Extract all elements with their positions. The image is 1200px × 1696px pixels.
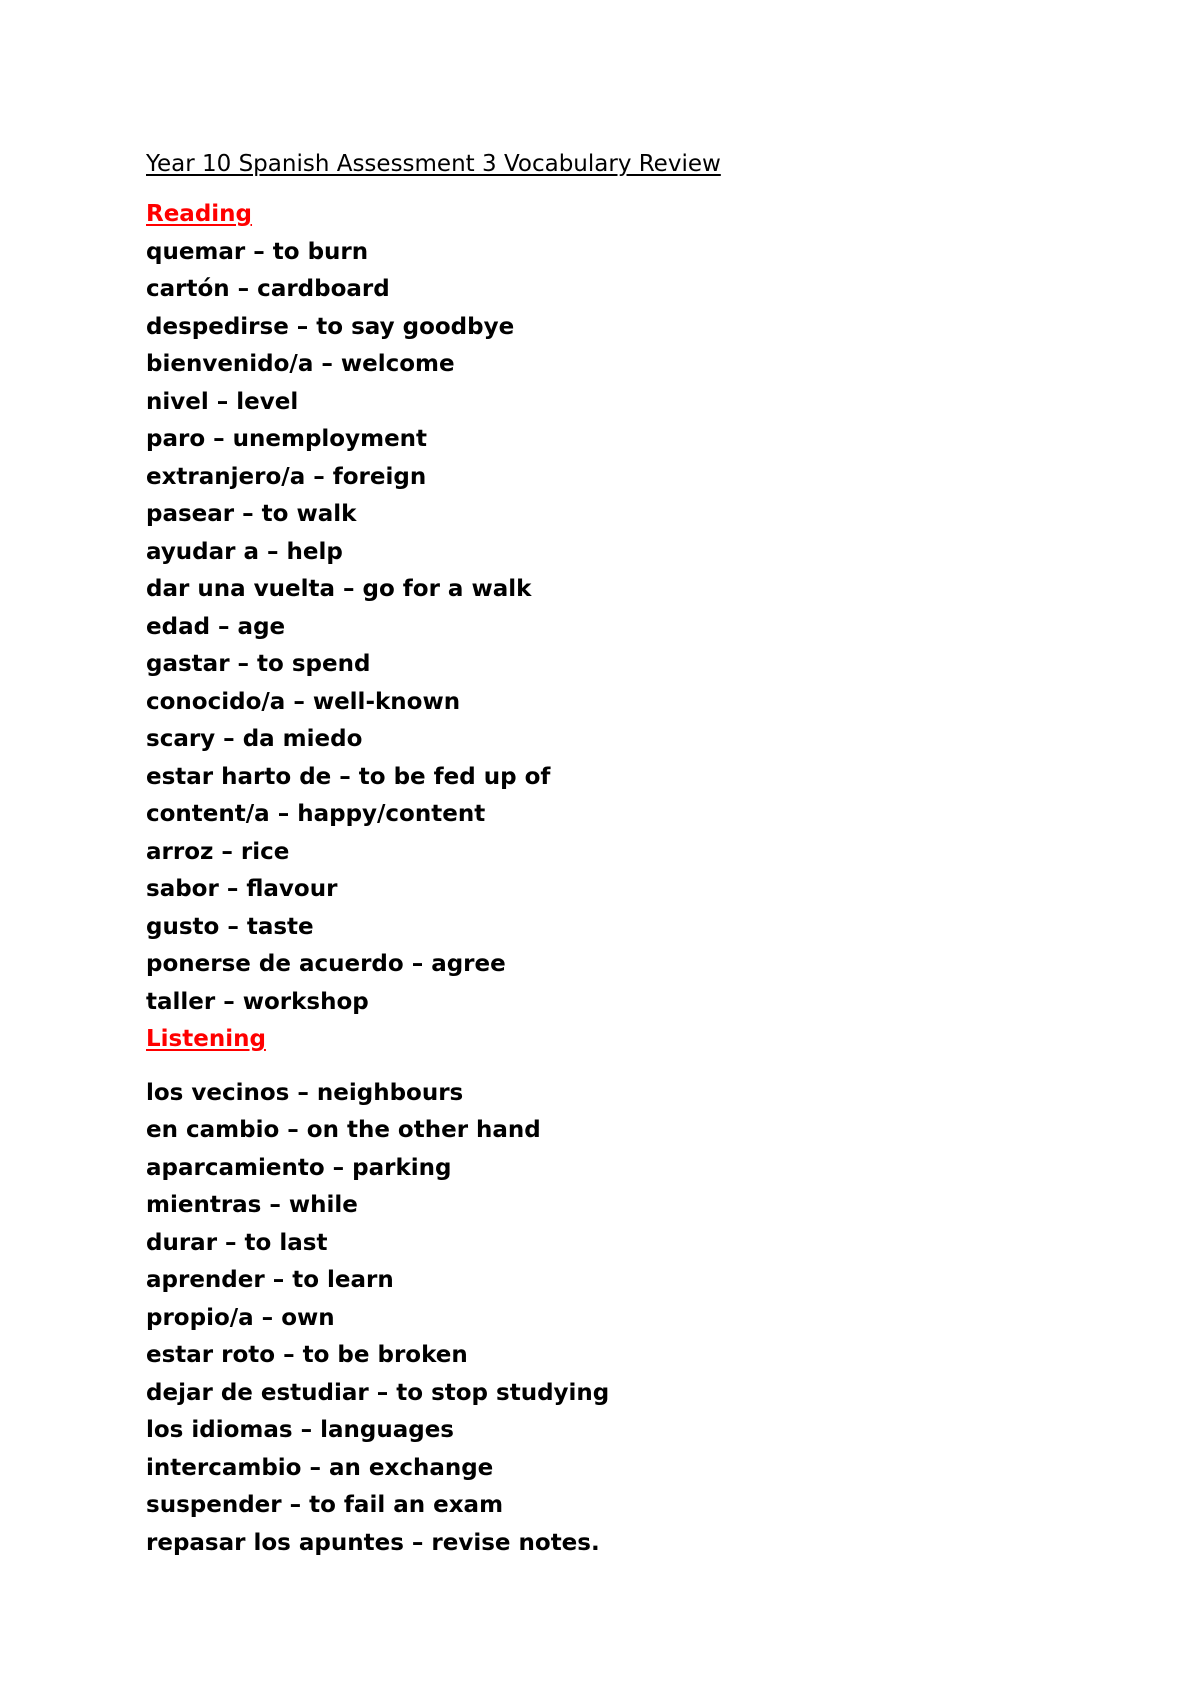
list-item: aprender – to learn	[146, 1267, 394, 1293]
list-item: dar una vuelta – go for a walk	[146, 576, 532, 602]
list-item: content/a – happy/content	[146, 801, 486, 827]
listening-section	[146, 1021, 1126, 1562]
list-item: dejar de estudiar – to stop studying	[146, 1379, 610, 1406]
reading-vocab-list	[146, 234, 1126, 1022]
list-item: paro – unemployment	[146, 426, 428, 452]
list-item: aparcamiento – parking	[146, 1154, 452, 1181]
list-item: en cambio – on the other hand	[146, 1117, 541, 1143]
list-item: arroz – rice	[146, 838, 290, 865]
document-page	[146, 146, 1126, 1562]
listening-vocab-list	[146, 1075, 1126, 1563]
list-item: bienvenido/a – welcome	[146, 351, 455, 377]
list-item: gastar – to spend	[146, 651, 371, 677]
list-item: cartón – cardboard	[146, 276, 390, 302]
list-item: propio/a – own	[146, 1304, 335, 1331]
list-item: scary – da miedo	[146, 726, 363, 752]
list-item: pasear – to walk	[146, 501, 357, 527]
list-item: taller – workshop	[146, 988, 369, 1015]
list-item: estar roto – to be broken	[146, 1342, 468, 1368]
list-item: sabor – flavour	[146, 876, 338, 902]
list-item: conocido/a – well-known	[146, 688, 461, 715]
listening-heading: Listening	[146, 1026, 266, 1052]
list-item: durar – to last	[146, 1229, 328, 1256]
list-item: suspender – to fail an exam	[146, 1492, 504, 1518]
list-item: ponerse de acuerdo – agree	[146, 951, 506, 977]
list-item: edad – age	[146, 613, 286, 640]
list-item: los vecinos – neighbours	[146, 1079, 464, 1106]
list-item: despedirse – to say goodbye	[146, 313, 515, 340]
list-item: estar harto de – to be fed up of	[146, 763, 551, 790]
list-item: mientras – while	[146, 1192, 358, 1218]
list-item: intercambio – an exchange	[146, 1454, 494, 1481]
list-item: repasar los apuntes – revise notes.	[146, 1529, 600, 1556]
reading-heading: Reading	[146, 201, 253, 227]
list-item: los idiomas – languages	[146, 1417, 454, 1443]
list-item: nivel – level	[146, 388, 299, 415]
list-item: extranjero/a – foreign	[146, 463, 427, 490]
list-item: quemar – to burn	[146, 238, 369, 265]
reading-section	[146, 196, 1126, 1021]
list-item: ayudar a – help	[146, 538, 343, 565]
list-item: gusto – taste	[146, 913, 314, 940]
document-title: Year 10 Spanish Assessment 3 Vocabulary Review	[146, 151, 721, 177]
spacer	[146, 1059, 1126, 1075]
